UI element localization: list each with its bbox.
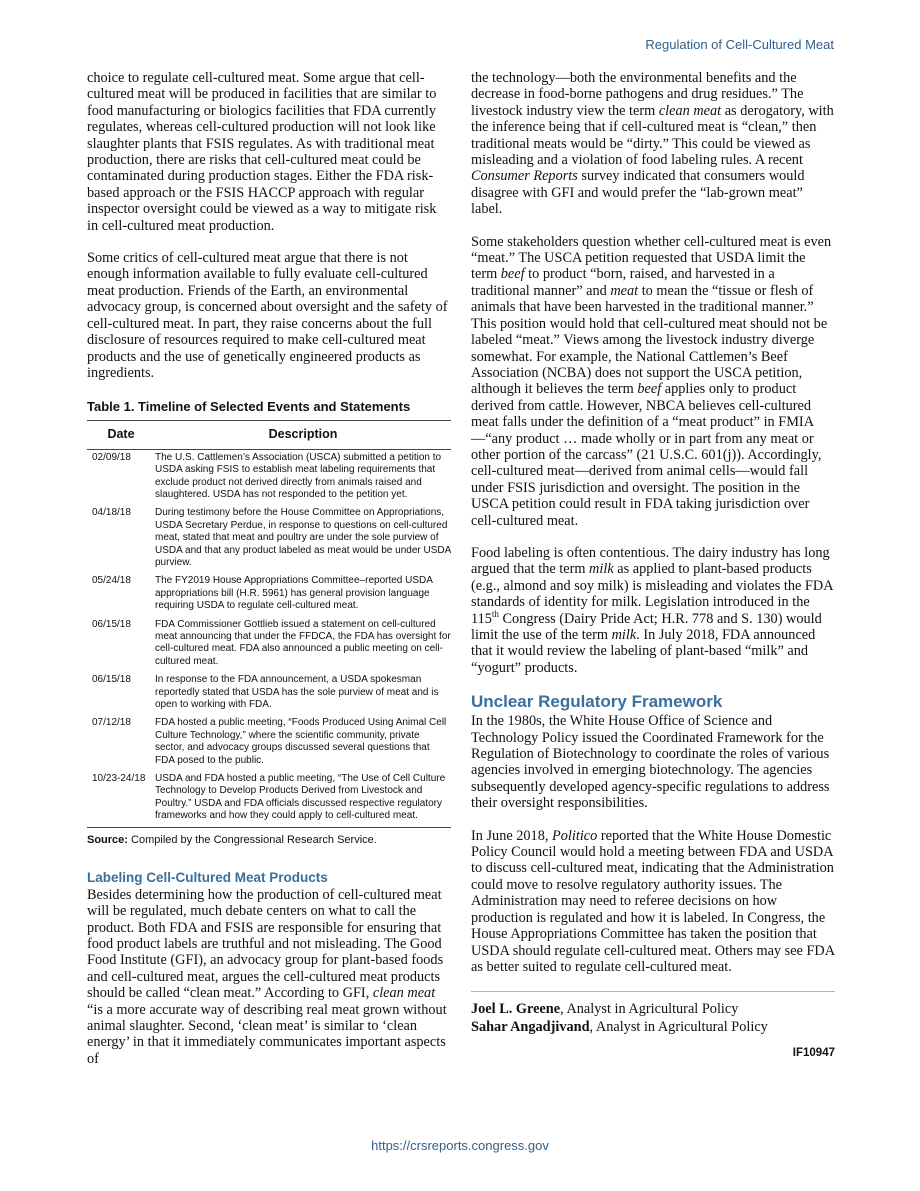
event-description: FDA Commissioner Gottlieb issued a statement on cell-cultured meat announcing that under the FFDCA, the FDA has oversight for cell-cultured meat. FDA also announced a public meeting on cell-cultured meat. xyxy=(155,618,451,667)
event-date: 05/24/18 xyxy=(92,575,131,587)
table-row xyxy=(87,771,451,827)
table-row xyxy=(87,617,451,673)
column-header-description: Description xyxy=(155,421,451,449)
table-source-note xyxy=(87,834,451,846)
author-line: Sahar Angadjivand, Analyst in Agricultural Policy xyxy=(471,1019,768,1036)
footer-url-link[interactable]: https://crsreports.congress.gov xyxy=(371,1138,549,1153)
event-date: 10/23-24/18 xyxy=(87,771,155,827)
paragraph: In the 1980s, the White House Office of Science and Technology Policy issued the Coordinated Framework for the Regulation of Biotechnology to coordinate the roles of various agencies involved in emerging biotechnology. The agencies subsequently developed agency-specific regulations to address their oversight responsibilities. xyxy=(471,713,830,812)
source-label: Source: xyxy=(87,833,128,846)
event-description: The FY2019 House Appropriations Committee–reported USDA appropriations bill (H.R. 5961) has general provision language requiring USDA to regulate cell-cultured meat. xyxy=(155,575,433,612)
table-row xyxy=(87,672,451,715)
event-date: 07/12/18 xyxy=(92,717,131,729)
author-line: Joel L. Greene, Analyst in Agricultural Policy xyxy=(471,1001,739,1018)
event-date: 04/18/18 xyxy=(92,507,131,519)
column-header-date: Date xyxy=(87,421,155,449)
event-description: During testimony before the House Committee on Appropriations, USDA Secretary Perdue, in response to questions on cell-cultured meat, stated that meat and poultry are under the sole purview of USDA and that any product labeled as meat would be under USDA purview. xyxy=(155,507,451,568)
divider xyxy=(471,991,835,992)
paragraph: Some stakeholders question whether cell-cultured meat is even “meat.” The USCA petition requested that USDA limit the term beef to product “born, raised, and harvested in a traditional manner” and meat to mean the “tissue or flesh of animals that have been harvested in the traditional manner.” This position would hold that cell-cultured meat should not be labeled “meat.” Views among the livestock industry diverge somewhat. For example, the National Cattlemen’s Beef Association (NCBA) does not support the USCA petition, although it believes the term beef applies only to product derived from cattle. However, NBCA believes cell-cultured meat falls under the definition of a “meat product” in FMIA—“any product … made wholly or in part from any meat or other portion of the carcass” (21 U.S.C. 601(j)). Accordingly, cell-cultured meat—derived from animal cells—would fall under FSIS jurisdiction and oversight. The position in the USCA petition could result in FDA taking jurisdiction over cell-cultured meat. xyxy=(471,233,832,529)
paragraph: Besides determining how the production of cell-cultured meat will be regulated, much debate centers on what to call the product. Both FDA and FSIS are responsible for ensuring that food product labels are truthful and not misleading. The Good Food Institute (GFI), an advocacy group for plant-based foods and cell-cultured meat, argues the cell-cultured meat products should be called “clean meat.” According to GFI, clean meat “is a more accurate way of describing real meat grown without animal slaughter. Second, ‘clean meat’ is similar to ‘clean energy’ in that it immediately communicates important aspects of xyxy=(87,886,447,1067)
table-row xyxy=(87,573,451,616)
table-row xyxy=(87,715,451,771)
table-row xyxy=(87,449,451,505)
timeline-table xyxy=(87,420,451,827)
paragraph: choice to regulate cell-cultured meat. Some argue that cell-cultured meat will be produced in facilities that are similar to food manufacturing or biologics facilities that FDA currently regulates, whereas cell-cultured production will not look like slaughter plants that FSIS regulates. As with traditional meat production, there are risks that cell-cultured meat could be contaminated during production stages. Either the FDA risk-based approach or the FSIS HACCP approach with regular inspector oversight could be viewed as a way to mitigate risk in cell-cultured meat production. xyxy=(87,70,437,234)
document-number: IF10947 xyxy=(792,1047,835,1060)
event-description: The U.S. Cattlemen’s Association (USCA) submitted a petition to USDA asking FSIS to establish meat labeling requirements that exclude product not derived directly from animals raised and slaughtered. USDA has not responded to the petition yet. xyxy=(155,451,442,500)
event-date: 02/09/18 xyxy=(92,451,131,463)
event-description: USDA and FDA hosted a public meeting, “The Use of Cell Culture Technology to Develop Products Derived from Livestock and Poultry.” USDA and FDA officials discussed respective regulatory frameworks and how they could apply to cell-cultured meat. xyxy=(155,771,451,827)
right-column xyxy=(471,70,835,1059)
left-column xyxy=(87,70,451,1067)
event-date: 06/15/18 xyxy=(92,618,131,630)
table-row xyxy=(87,505,451,573)
event-date: 06/15/18 xyxy=(92,674,131,686)
source-text: Compiled by the Congressional Research Service. xyxy=(131,833,377,846)
section-heading: Unclear Regulatory Framework xyxy=(471,692,723,712)
paragraph: In June 2018, Politico reported that the White House Domestic Policy Council would hold a meeting between FDA and USDA to discuss cell-cultured meat, indicating that the Administration could move to resolve regulatory authority issues. The Administration may need to referee decisions on how production is regulated and how it is labeled. In Congress, the House Appropriations Committee has taken the position that USDA should regulate cell-cultured meat. Others may see FDA as better suited to regulate cell-cultured meat. xyxy=(471,827,835,975)
event-description: FDA hosted a public meeting, “Foods Produced Using Animal Cell Culture Technology,” where the scientific community, private sector, and advocacy groups discussed several questions that FDA posed to the public. xyxy=(155,717,447,766)
paragraph: the technology—both the environmental benefits and the decrease in food-borne pathogens and drug residues.” The livestock industry view the term clean meat as derogatory, with the inference being that if cell-cultured meat is “clean,” then traditional meats would be “dirty.” This could be viewed as misleading and a violation of food labeling rules. A recent Consumer Reports survey indicated that consumers would disagree with GFI and would prefer the “lab-grown meat” label. xyxy=(471,70,834,218)
paragraph: Food labeling is often contentious. The dairy industry has long argued that the term milk as applied to plant-based products (e.g., almond and soy milk) is misleading and violates the FDA standards of identity for milk. Legislation introduced in the 115th Congress (Dairy Pride Act; H.R. 778 and S. 130) would limit the use of the term milk. In July 2018, FDA announced that it would review the labeling of plant-based “milk” and “yogurt” products. xyxy=(471,544,833,676)
section-subheading: Labeling Cell-Cultured Meat Products xyxy=(87,869,328,885)
paragraph: Some critics of cell-cultured meat argue that there is not enough information available to fully evaluate cell-cultured meat production. Friends of the Earth, an environmental advocacy group, is concerned about oversight and the safety of cell-cultured meat. In part, they raise concerns about the full disclosure of resources required to make cell-cultured meat products and the use of genetically engineered products as ingredients. xyxy=(87,250,448,381)
table-caption: Table 1. Timeline of Selected Events and Statements xyxy=(87,399,411,415)
event-description: In response to the FDA announcement, a USDA spokesman reportedly stated that USDA has the sole purview of meat and is open to working with FDA. xyxy=(155,674,439,711)
running-header-title: Regulation of Cell-Cultured Meat xyxy=(645,37,834,52)
